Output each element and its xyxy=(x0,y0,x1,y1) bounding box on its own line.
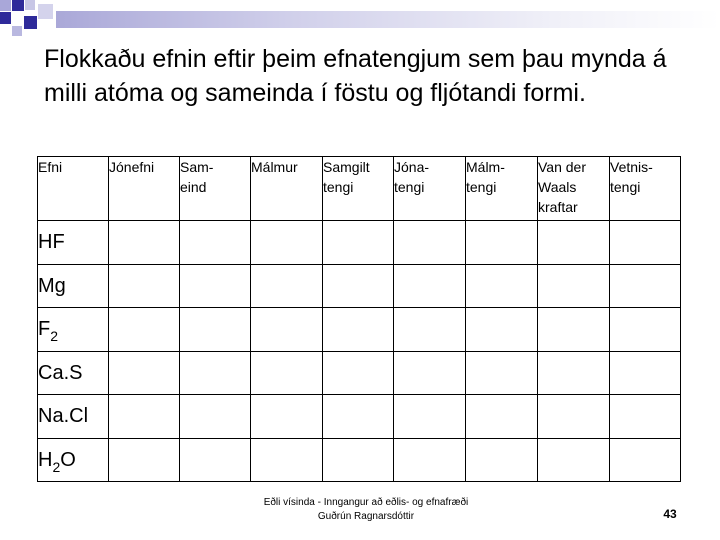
row-label xyxy=(38,352,109,395)
empty-cell[interactable] xyxy=(109,265,180,308)
empty-cell[interactable] xyxy=(109,439,180,482)
table-row xyxy=(38,221,681,265)
deco-square xyxy=(24,16,37,29)
empty-cell[interactable] xyxy=(323,395,394,439)
bond-classification-table xyxy=(37,156,681,482)
empty-cell[interactable] xyxy=(251,221,323,265)
deco-square xyxy=(12,26,22,36)
substance-name: Na.Cl xyxy=(38,405,89,427)
empty-cell[interactable] xyxy=(610,308,681,352)
empty-cell[interactable] xyxy=(323,439,394,482)
empty-cell[interactable] xyxy=(180,395,251,439)
empty-cell[interactable] xyxy=(466,439,538,482)
substance-name: Mg xyxy=(38,274,66,297)
table-row xyxy=(38,308,681,352)
subscript: 2 xyxy=(50,328,59,344)
empty-cell[interactable] xyxy=(251,308,323,352)
table-row xyxy=(38,395,681,439)
row-label xyxy=(38,439,109,482)
empty-cell[interactable] xyxy=(323,308,394,352)
empty-cell[interactable] xyxy=(538,221,610,265)
table-row xyxy=(38,352,681,395)
empty-cell[interactable] xyxy=(180,265,251,308)
header-cell: Vetnis- tengi xyxy=(610,157,681,221)
empty-cell[interactable] xyxy=(109,395,180,439)
header-row xyxy=(38,157,681,221)
row-label xyxy=(38,221,109,265)
substance-name: HF xyxy=(38,231,65,253)
substance-name: Ca.S xyxy=(38,361,83,384)
empty-cell[interactable] xyxy=(394,265,466,308)
empty-cell[interactable] xyxy=(538,308,610,352)
slide-footer: Eðli vísinda - Inngangur að eðlis- og efnafræði Guðrún Ragnarsdóttir xyxy=(263,497,469,522)
empty-cell[interactable] xyxy=(394,395,466,439)
header-cell: Jónefni xyxy=(109,157,180,221)
row-label xyxy=(38,265,109,308)
substance-name: F xyxy=(38,318,51,340)
empty-cell[interactable] xyxy=(394,352,466,395)
deco-square xyxy=(0,12,11,24)
empty-cell[interactable] xyxy=(323,221,394,265)
empty-cell[interactable] xyxy=(610,221,681,265)
empty-cell[interactable] xyxy=(538,352,610,395)
empty-cell[interactable] xyxy=(394,308,466,352)
empty-cell[interactable] xyxy=(466,395,538,439)
empty-cell[interactable] xyxy=(466,308,538,352)
header-cell: Samgilt tengi xyxy=(323,157,394,221)
deco-square xyxy=(38,4,53,19)
empty-cell[interactable] xyxy=(180,352,251,395)
table-row xyxy=(38,265,681,308)
empty-cell[interactable] xyxy=(610,395,681,439)
row-label xyxy=(38,395,109,439)
empty-cell[interactable] xyxy=(394,221,466,265)
empty-cell[interactable] xyxy=(323,352,394,395)
empty-cell[interactable] xyxy=(251,352,323,395)
empty-cell[interactable] xyxy=(538,439,610,482)
empty-cell[interactable] xyxy=(610,439,681,482)
page-number: 43 xyxy=(663,507,677,521)
title-gradient-bar xyxy=(56,11,720,28)
empty-cell[interactable] xyxy=(466,221,538,265)
subscript: 2 xyxy=(52,458,61,475)
deco-square xyxy=(0,0,11,11)
slide-title: Flokkaðu efnin eftir þeim efnatengjum sem þau mynda á milli atóma og sameinda í föstu og fljótandi formi. xyxy=(44,45,667,107)
substance-name-suffix: O xyxy=(60,448,76,471)
empty-cell[interactable] xyxy=(394,439,466,482)
empty-cell[interactable] xyxy=(538,265,610,308)
deco-square xyxy=(12,0,24,11)
empty-cell[interactable] xyxy=(109,308,180,352)
header-cell: Sam- eind xyxy=(180,157,251,221)
empty-cell[interactable] xyxy=(251,265,323,308)
header-cell: Efni xyxy=(38,157,109,221)
header-cell: Málmur xyxy=(251,157,323,221)
empty-cell[interactable] xyxy=(180,221,251,265)
header-cell: Málm- tengi xyxy=(466,157,538,221)
empty-cell[interactable] xyxy=(466,265,538,308)
empty-cell[interactable] xyxy=(251,395,323,439)
empty-cell[interactable] xyxy=(610,352,681,395)
empty-cell[interactable] xyxy=(610,265,681,308)
empty-cell[interactable] xyxy=(109,221,180,265)
header-cell: Van der Waals kraftar xyxy=(538,157,610,221)
deco-square xyxy=(25,0,35,10)
empty-cell[interactable] xyxy=(180,439,251,482)
empty-cell[interactable] xyxy=(251,439,323,482)
empty-cell[interactable] xyxy=(180,308,251,352)
empty-cell[interactable] xyxy=(323,265,394,308)
empty-cell[interactable] xyxy=(109,352,180,395)
table-row xyxy=(38,439,681,482)
row-label xyxy=(38,308,109,352)
substance-name: H xyxy=(38,448,53,471)
header-cell: Jóna- tengi xyxy=(394,157,466,221)
empty-cell[interactable] xyxy=(466,352,538,395)
empty-cell[interactable] xyxy=(538,395,610,439)
